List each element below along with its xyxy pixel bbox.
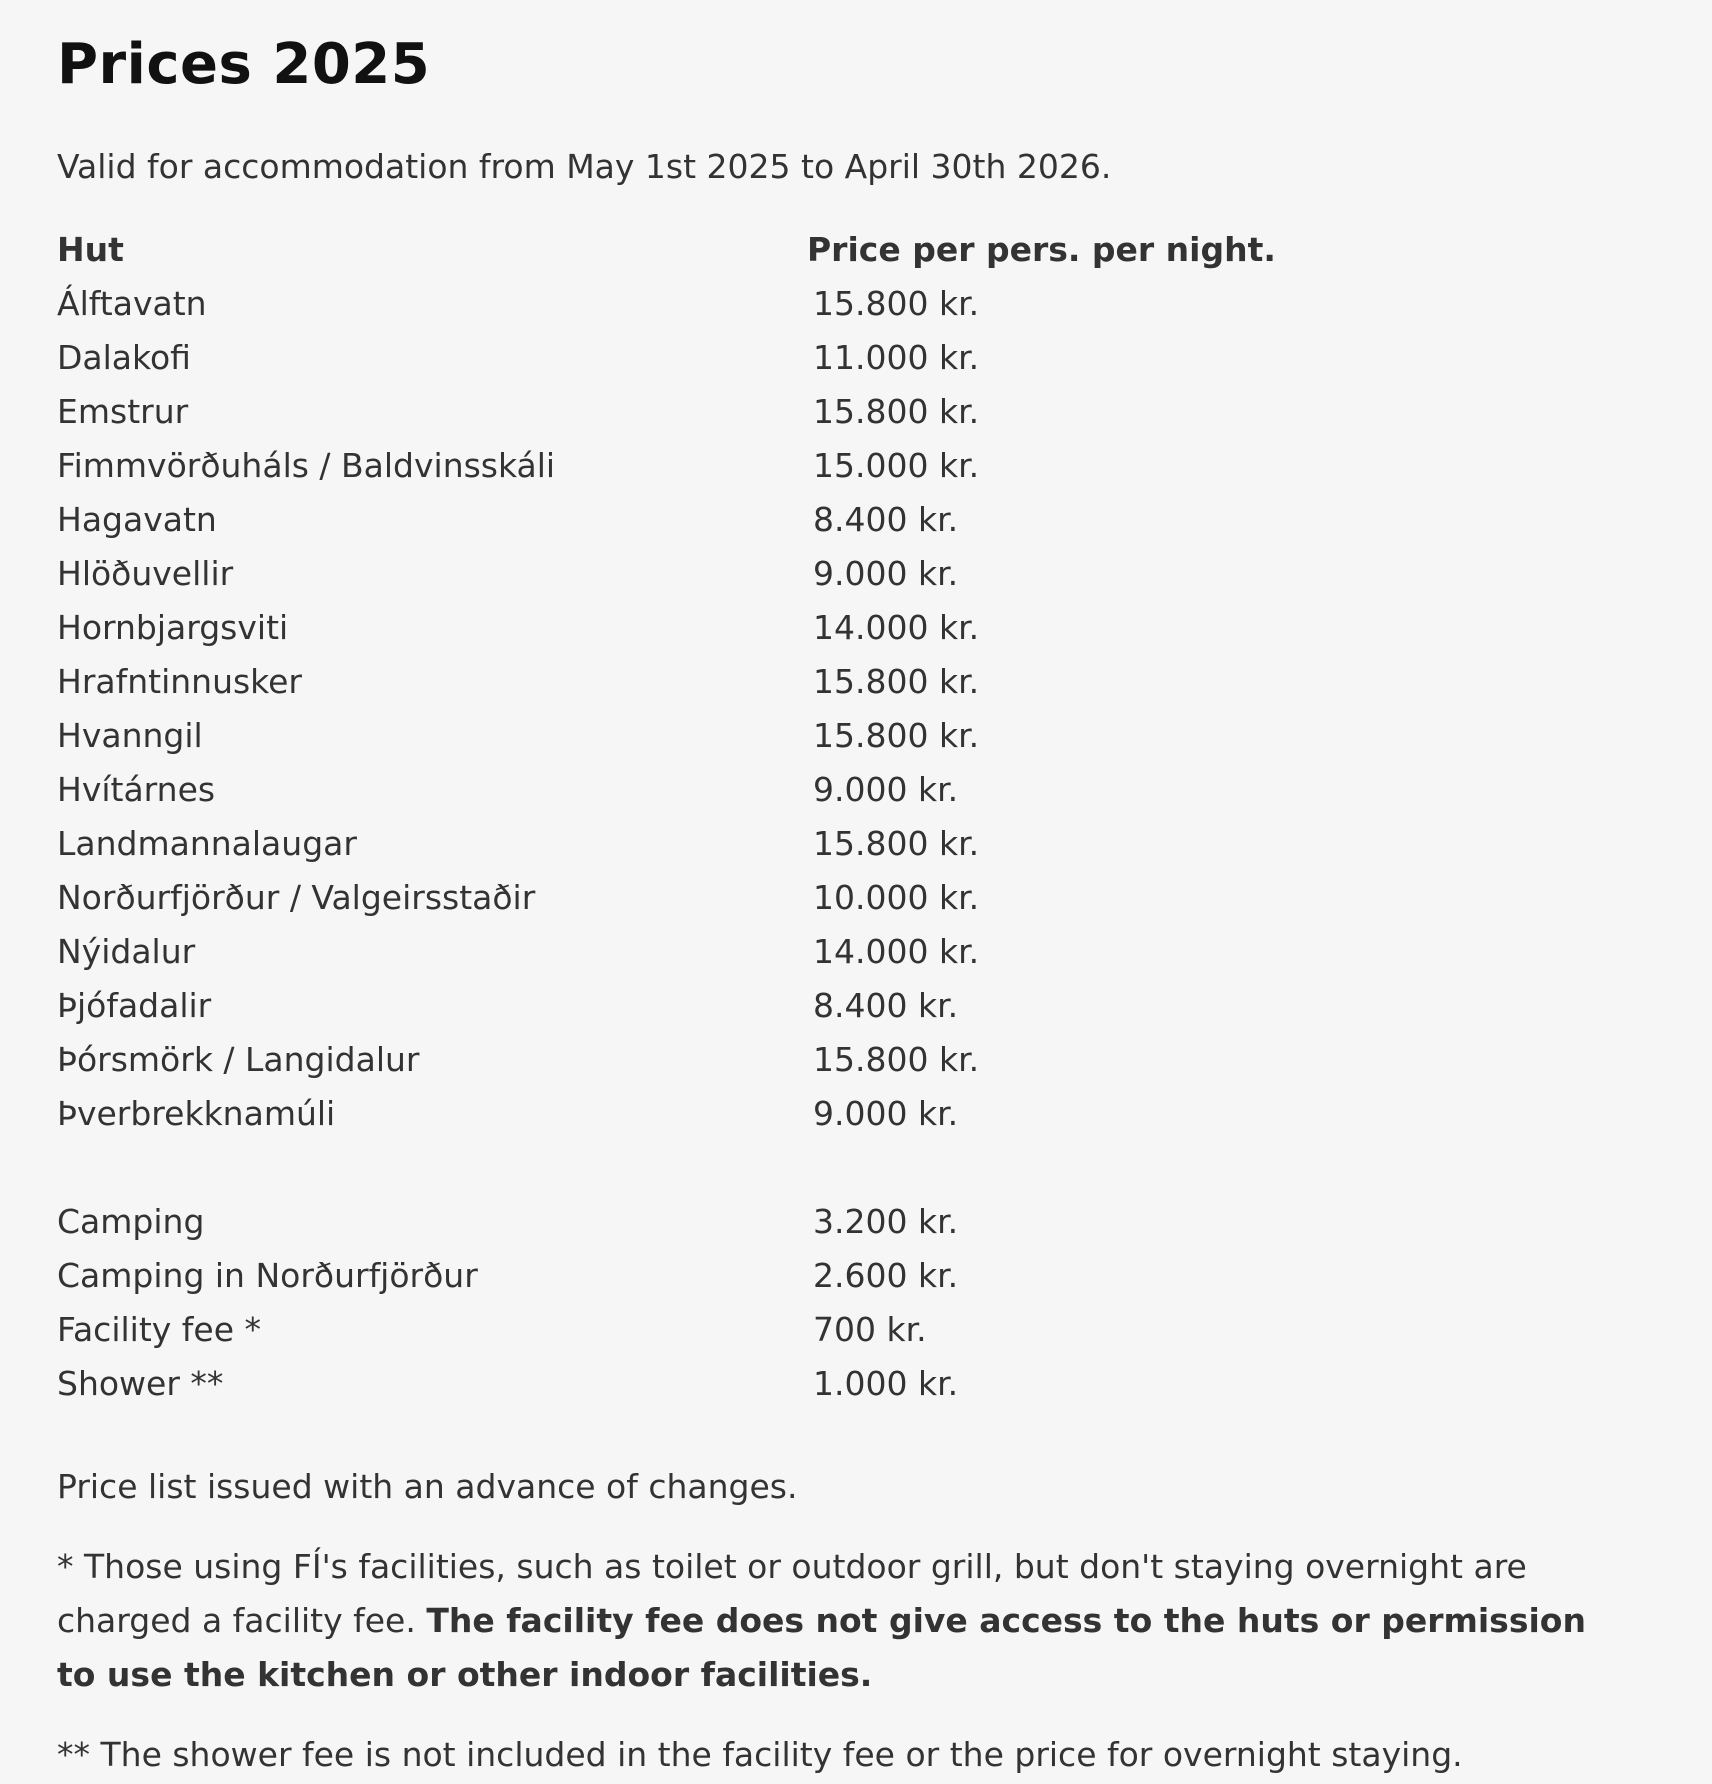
hut-name: Hvítárnes: [57, 769, 216, 809]
table-row: [57, 1032, 1407, 1086]
extra-price: 1.000 kr.: [813, 1363, 959, 1403]
hut-price: 15.800 kr.: [813, 823, 980, 863]
changes-note: Price list issued with an advance of changes.: [57, 1467, 798, 1506]
hut-price: 9.000 kr.: [813, 769, 959, 809]
notes-section: [57, 1460, 1655, 1782]
hut-price: 15.800 kr.: [813, 391, 980, 431]
hut-name: Hvanngil: [57, 715, 203, 755]
hut-price: 15.800 kr.: [813, 283, 980, 323]
table-row: [57, 276, 1407, 330]
table-row: [57, 816, 1407, 870]
hut-price: 10.000 kr.: [813, 877, 980, 917]
table-row: [57, 330, 1407, 384]
hut-name: Norðurfjörður / Valgeirsstaðir: [57, 877, 536, 917]
hut-price: 8.400 kr.: [813, 499, 959, 539]
hut-name: Þórsmörk / Langidalur: [57, 1039, 420, 1079]
validity-text: Valid for accommodation from May 1st 2025 to April 30th 2026.: [57, 147, 1112, 186]
table-row: [57, 762, 1407, 816]
hut-name: Emstrur: [57, 391, 189, 431]
hut-name: Fimmvörðuháls / Baldvinsskáli: [57, 445, 556, 485]
hut-price: 8.400 kr.: [813, 985, 959, 1025]
extra-name: Facility fee *: [57, 1309, 261, 1349]
hut-price: 15.800 kr.: [813, 1039, 980, 1079]
table-header-row: [57, 222, 1407, 276]
extra-name: Camping in Norðurfjörður: [57, 1255, 478, 1295]
hut-price: 15.800 kr.: [813, 661, 980, 701]
hut-price: 9.000 kr.: [813, 1093, 959, 1133]
hut-name: Hlöðuvellir: [57, 553, 234, 593]
hut-price: 14.000 kr.: [813, 931, 980, 971]
hut-price: 15.800 kr.: [813, 715, 980, 755]
hut-name: Þjófadalir: [57, 985, 212, 1025]
hut-name: Þverbrekknamúli: [57, 1093, 336, 1133]
price-table: [57, 222, 1407, 1410]
extra-price: 2.600 kr.: [813, 1255, 959, 1295]
hut-name: Nýidalur: [57, 931, 196, 971]
facility-fee-note: [57, 1540, 1617, 1702]
table-row: [57, 978, 1407, 1032]
hut-name: Álftavatn: [57, 283, 207, 323]
hut-name: Hagavatn: [57, 499, 217, 539]
table-row: [57, 1194, 1407, 1248]
shower-note: ** The shower fee is not included in the facility fee or the price for overnight staying.: [57, 1735, 1463, 1774]
table-spacer-row: [57, 1140, 1407, 1194]
extra-price: 3.200 kr.: [813, 1201, 959, 1241]
table-row: [57, 492, 1407, 546]
hut-price: 14.000 kr.: [813, 607, 980, 647]
page-title: Prices 2025: [57, 32, 431, 97]
table-row: [57, 870, 1407, 924]
table-row: [57, 1086, 1407, 1140]
table-row: [57, 1302, 1407, 1356]
extra-name: Shower **: [57, 1363, 224, 1403]
hut-price: 15.000 kr.: [813, 445, 980, 485]
hut-price: 11.000 kr.: [813, 337, 980, 377]
table-row: [57, 546, 1407, 600]
hut-name: Dalakofi: [57, 337, 191, 377]
facility-fee-intro: * Those using FÍ's facilities, such as toilet or outdoor grill, but don't staying overnight are charged a facility fee.: [57, 1547, 1527, 1640]
extra-name: Camping: [57, 1201, 205, 1241]
hut-name: Hornbjargsviti: [57, 607, 289, 647]
table-row: [57, 708, 1407, 762]
hut-name: Hrafntinnusker: [57, 661, 302, 701]
hut-column-header: Hut: [57, 229, 124, 269]
hut-price: 9.000 kr.: [813, 553, 959, 593]
facility-fee-warning: The facility fee does not give access to the huts or permission to use the kitchen or other indoor facilities.: [57, 1601, 1586, 1694]
table-row: [57, 438, 1407, 492]
table-row: [57, 1356, 1407, 1410]
table-row: [57, 384, 1407, 438]
hut-name: Landmannalaugar: [57, 823, 357, 863]
extra-price: 700 kr.: [813, 1309, 927, 1349]
price-column-header: Price per pers. per night.: [807, 229, 1276, 269]
table-row: [57, 924, 1407, 978]
table-row: [57, 1248, 1407, 1302]
table-row: [57, 654, 1407, 708]
table-row: [57, 600, 1407, 654]
